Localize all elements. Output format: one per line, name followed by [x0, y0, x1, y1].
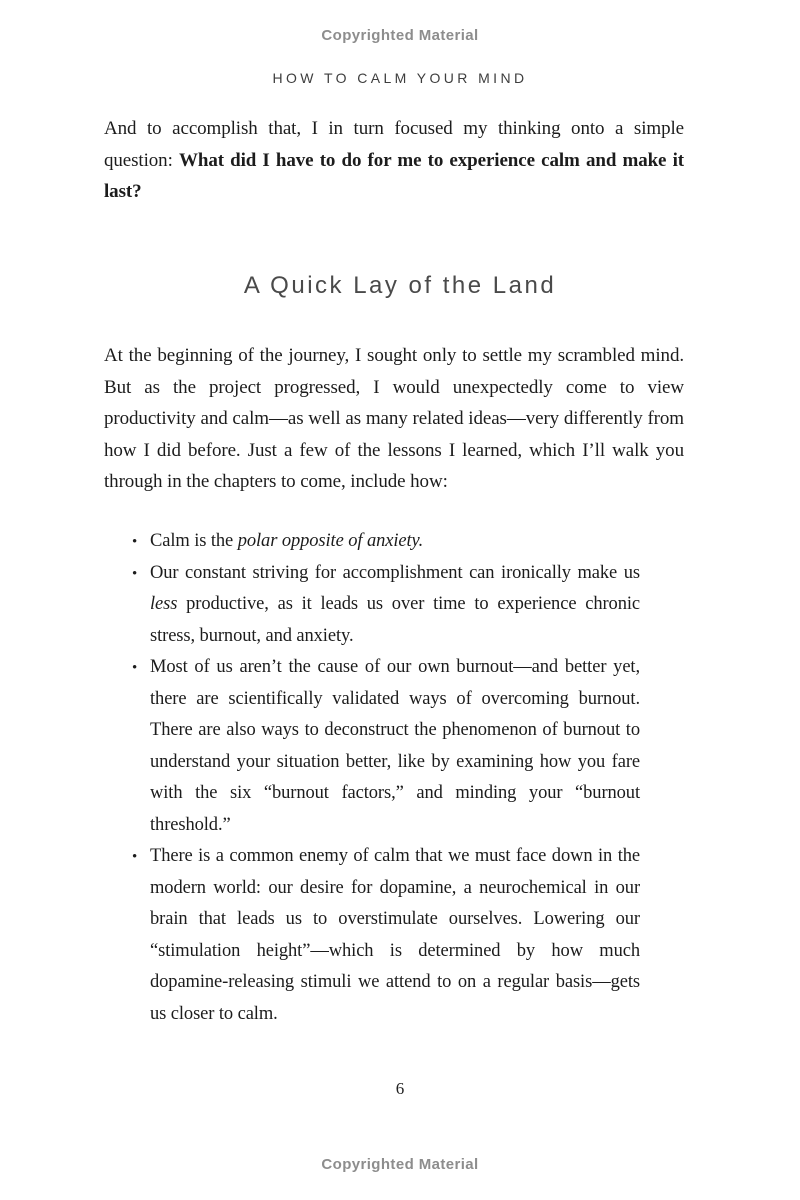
list-item	[132, 841, 640, 1030]
bullet-list	[132, 526, 640, 1030]
running-header: HOW TO CALM YOUR MIND	[272, 70, 528, 86]
intro-paragraph-text: And to accomplish that, I in turn focused my thinking onto a simple question:	[104, 118, 684, 171]
copyright-banner-bottom: Copyrighted Material	[321, 1156, 479, 1173]
list-item	[132, 558, 640, 653]
intro-paragraph	[104, 113, 684, 208]
page-number: 6	[395, 1079, 405, 1098]
bullet-icon: •	[132, 534, 138, 550]
intro-paragraph-bold-question: What did I have to do for me to experience calm and make it last?	[104, 149, 684, 202]
list-item	[132, 652, 640, 841]
list-item-text: productive, as it leads us over time to experience chronic stress, burnout, and anxiety.	[150, 594, 640, 646]
bullet-icon: •	[132, 660, 138, 676]
list-item	[132, 526, 640, 558]
list-item-italic-text: less	[150, 594, 178, 614]
bullet-icon: •	[132, 849, 138, 865]
list-item-text: Most of us aren’t the cause of our own burnout—and better yet, there are scientifically validated ways of overcoming burnout. There are also ways to deconstruct the phenomenon of burnout to understand your situation better, like by examining how you fare with the six “burnout factors,” and minding your “burnout threshold.”	[150, 657, 640, 835]
copyright-banner-top: Copyrighted Material	[321, 27, 479, 44]
list-item-text: There is a common enemy of calm that we must face down in the modern world: our desire for dopamine, a neurochemical in our brain that leads us to overstimulate ourselves. Lowering our “stimulation height”—which is determined by how much dopamine-releasing stimuli we attend to on a regular basis—gets us closer to calm.	[150, 846, 640, 1024]
list-item-text: Calm is the	[150, 531, 238, 551]
section-heading: A Quick Lay of the Land	[243, 272, 557, 299]
bullet-icon: •	[132, 565, 138, 582]
list-item-text: Our constant striving for accomplishment can ironically make us	[150, 562, 640, 583]
section-paragraph: At the beginning of the journey, I sought only to settle my scrambled mind. But as the project progressed, I would unexpectedly come to view productivity and calm—as well as many related ideas—very differently from how I did before. Just a few of the lessons I learned, which I’ll walk you through in the chapters to come, include how:	[104, 345, 684, 492]
list-item-italic-text: polar opposite of anxiety.	[237, 531, 424, 551]
